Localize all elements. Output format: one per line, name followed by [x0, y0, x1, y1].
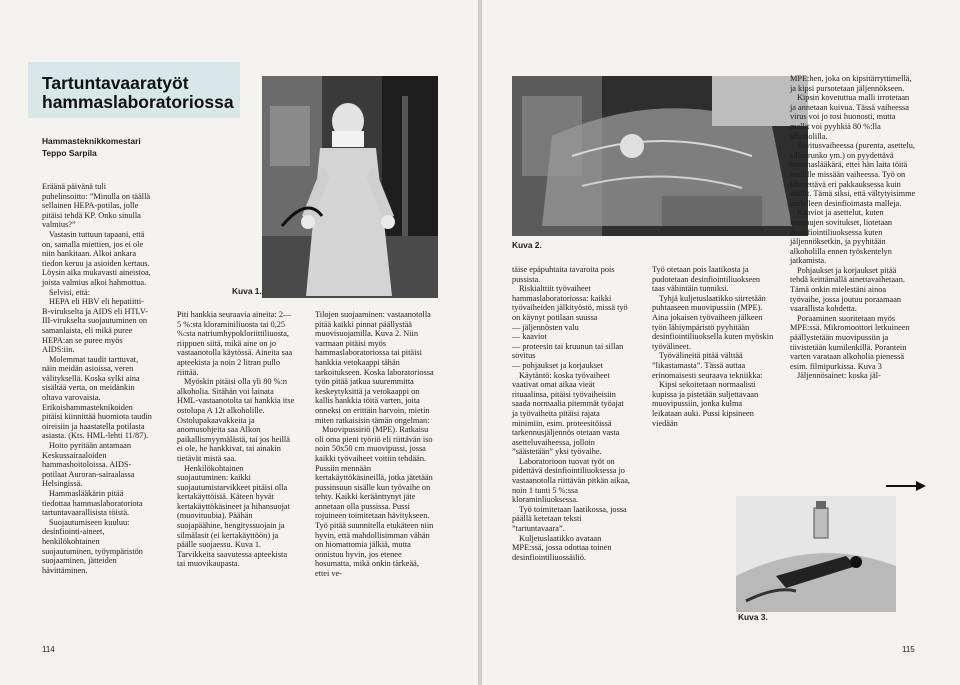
photo-1: [262, 76, 438, 298]
paragraph: Hammaslääkärin pitää tiedottaa hammaslaboratoriota tartuntavaarallisista töistä.: [42, 489, 143, 518]
photo-3: [736, 496, 896, 612]
paragraph: Pohjaukset ja korjaukset pitää tehdä keittämällä ainettavaihetaan. Tämä onkin mielestäni ainoa työvaihe, jossa joutuu poraamaan vaarallista kohdetta.: [790, 265, 905, 314]
paragraph: Tilojen suojaaminen: vastaanotolla pitää kaikki pinnat päällystää muovisuojamilla. Kuva 2. Niin varmaan pitäisi myös hammaslaboratoriossa tai pitäisi hankkia vetokaappi tähän tarkoitukseen. Koska laboratoriossa työn pitää jatkua suuremmitta keskeytyksittä ja vetokaappi on kallis hankkia töitä varten, joita onneksi on erittäin harvoin, mietin miten ratkaisisin tämän ongelman:: [315, 310, 434, 425]
paragraph: Eräänä päivänä tuli puhelinsoitto: ”Minulla on täällä sellainen HEPA-potilas, jolle pitäisi tehdä KP. Onko sinulla valmius?”: [42, 182, 151, 230]
paragraph: Kipsin kovetuttua malli irrotetaan ja annetaan kuivua. Tässä vaiheessa virus voi jo tosi huonosti, mutta mallit voi pyyhkiä 80 %:lla alkoholilla.: [790, 93, 910, 141]
left-column-3: [315, 310, 435, 579]
paragraph: Molemmat taudit tarttuvat, näin meidän asioissa, veren välityksellä. Koska sylki aina sisältää verta, on meidänkin oltava varovaisia. Erikoishammasteknikoiden pitäisi kiinnittää huomiota taudin oireisiin ja haastatella potilasta asiasta. (Kts. HML-lehti 11/87).: [42, 354, 152, 441]
right-column-3: [790, 74, 916, 381]
right-column-1: [512, 265, 630, 562]
continue-arrow-icon: [886, 481, 926, 491]
right-page: [482, 0, 960, 685]
title-line-1: Tartuntavaaratyöt: [42, 73, 189, 93]
page-number-right: 115: [902, 645, 915, 654]
paragraph: Vastasin tuttuun tapaani, että on, samalla miettien, jos ei ole niin hankitaan. Alkoi ankara tiedon keruu ja asioiden kertaus. Löysin aika mukavasti aineistoa, joista valmius alkoi hahmottua.: [42, 229, 151, 287]
byline-author: Teppo Sarpila: [42, 148, 97, 158]
paragraph: Työvälineitä pitää välttää ”likastamasta”. Tässä auttaa erinomaisesti seuraava tekniikka:: [652, 351, 763, 380]
paragraph: Poraaminen suoritetaan myös MPE:ssä. Mikromoottori letkuineen päällystetään muovipussiin ja tiivistetään kumilenkillä. Porantein varten varataan alkoholia pienessä esim. filmipurkissa. Kuva 3: [790, 313, 910, 371]
paragraph: Selvisi, että:: [49, 287, 91, 297]
title-line-2: hammaslaboratoriossa: [42, 92, 234, 112]
paragraph: Henkilökohtainen suojautuminen: kaikki suojautumistarvikkeet pitäisi olla kertakäyttöisiä. Käteen hyvät kertakäyttökäsineet ja hihansuojat (muovituubia). Päähän suojapäähine, hengityssuojain ja silmälasit (ei kertakäyttöön) ja päälle suojaessu. Kuva 1. Tarvikkeita saavutessa apteekista tai muovikaupasta.: [177, 463, 290, 569]
paragraph: Piti hankkia seuraavia aineita: 2—5 %:sta klorаminiliuosta tai 0,25 %:sta natriumhypokloriittiliuosta, riippuen siitä, mikä aine on jo vastaanotolla käytössä. Aineita saa apteekista ja noin 2 litran pullo riittää.: [177, 310, 293, 377]
list-item: — jäljennösten valu: [512, 322, 579, 332]
paragraph: Muovipussiriö (MPE). Ratkaisu oli oma pieni työriö eli riittävän iso noin 50x50 cm muovipussi, jossa kaikki työvaiheet voitiin tehdään. Pussiin mennään kertakäyttökäsineillä, jotka jätetään pussinsuun sisälle kun työvaihe on tehty. Kaikki keräänttynyt jäte annetaan olla pussissa. Pussi rojuineen toimitetaan hävitykseen. Työ pitää suunnitella etukäteen niin hyvin, että mahdollisimman vähän on hiomattomia jälkiä, mutta onnistuu hyvin, jos etenee hosumatta, mikä onkin tärkeää, ettei ve-: [315, 425, 434, 579]
photo-1-caption: Kuva 1.: [232, 286, 262, 296]
paragraph: Työ toimitetaan laatikossa, jossa päällä ketetaan teksti ”tartuntavaara”.: [512, 504, 627, 534]
paragraph: Suojautumiseen kuuluu: desinfiointi-aineet, henkilökohtainen suojautuminen, työympäristön suojaaminen, jätteiden hävittäminen.: [42, 517, 143, 575]
paragraph: Työ otetaan pois laatikosta ja pudotetaan desinfiointiliuokseen taas vähintäin tunniksi.: [652, 265, 761, 294]
list-item: — proteesin tai kruunun tai sillan sovitus: [512, 341, 624, 361]
photo-1-illustration: [262, 76, 438, 298]
left-column-2: [177, 310, 295, 569]
byline: [42, 135, 141, 159]
photo-2-caption: Kuva 2.: [512, 240, 542, 250]
paragraph: Käytäntö: koska työvaiheet vaativat omat aikaa vieät rituaalinsa, pitäisi työvaiheisiin saada normaalia pitemmät työajat ja työvaiheita pitäisi rajata minimiin, esim. proteesitöissä tarkennusjäljennös otetaan vasta asetteluvaiheessa, jolloin ”säästetään” yksi työvaihe.: [512, 370, 624, 457]
paragraph: Sovitusvaiheessa (purenta, asettelu, sillanrunko ym.) on pyydettävä hammaslääkärä, ettei hän laita töitä mallille missään vaiheessa. Työ on lähetettävä eri pakkauksessa kuin mallit. Tämä siksi, että vältytyisimme uudelleen desinfioimasta malleja.: [790, 141, 916, 208]
photo-3-illustration: [736, 496, 896, 612]
paragraph: MPE:hen, joka on kipsitärryttimellä, ja kipsi pursotetaan jäljennökseen.: [790, 74, 912, 93]
list-item: — pohjaukset ja korjaukset: [512, 360, 604, 370]
list-item: — kaaviot: [512, 332, 547, 342]
paragraph: Myöskin pitäisi olla yli 80 %:n alkoholia. Sitähän voi lainata HML-vastaanotolta tai hankkia itse ostolupa A 12t alkoholille. Ostolupakaavakkeita ja anomusohjeita saa Alkon paikallismyymälästä, tai jos heillä ei ole, he hankkivat, tai ainakin tietävät mistä saa.: [177, 377, 295, 463]
paragraph: Jäljennösainet: koska jäl-: [797, 371, 881, 381]
byline-role: Hammasteknikkomestari: [42, 136, 141, 146]
paragraph: HEPA eli HBV eli hepatiitti-B-virukselta ja AIDS eli HTLV-III-virukselta suojautuminen on samanlaista, eli mikä puree HEPA:an se puree myös AIDS:iin.: [42, 297, 148, 355]
paragraph: Kipsi sekoitetaan normaalisti kupissa ja pistetään suljettavaan muovipussiin, jonka kulma leikataan auki. Pussi kipsineen viedään: [652, 380, 759, 428]
left-page: [0, 0, 478, 685]
photo-2: [512, 76, 808, 236]
right-column-2: [652, 265, 774, 428]
paragraph: Kuljetuslaatikko avataan MPE:ssä, jossa odottaa toinen desinfiointiliuossäiliö.: [512, 533, 612, 562]
paragraph: täise epäpuhtaita tavaroita pois pussista.: [512, 265, 615, 284]
page-number-left: 114: [42, 645, 55, 654]
paragraph: Tyhjä kuljetuslaatikko siirretään puhtaaseen muovipussiin (MPE). Aina jokaisen työvaiheen jälkeen työn lähiympäristö pyyhitään desinfiointiliuoksella kuten myöskin työvälineet.: [652, 293, 774, 351]
left-column-1: [42, 182, 152, 575]
paragraph: Hoito pyritään antamaan Keskussairaaloiden hammashoitoloissa. AIDS-potilaat Auroran-sairaalassa Helsingissä.: [42, 441, 135, 489]
article-title: [28, 62, 240, 118]
paragraph: Laboratorioon tuovat työt on pidettävä desinfiointiliuoksessa jo vastaanotolla riittävän pitkän aikaa, noin 1 tunti 5 %:ssa kloraminliuoksessa.: [512, 456, 630, 505]
paragraph: Riskialttiit työvaiheet hammaslaboratoriossa: kaikki työvaiheiden jälkityöstö, missä työ on käynyt potilaan suussa: [512, 284, 628, 322]
photo-2-illustration: [512, 76, 808, 236]
photo-3-caption: Kuva 3.: [738, 612, 768, 622]
paragraph: Kaaviot ja asettelut, kuten kruunujen sovitukset, liotetaan desinfiointiliuoksessa kuten jäljennöksetkin, ja pyyhitään alkoholilla ennen työskentelyn jatkamista.: [790, 208, 893, 266]
